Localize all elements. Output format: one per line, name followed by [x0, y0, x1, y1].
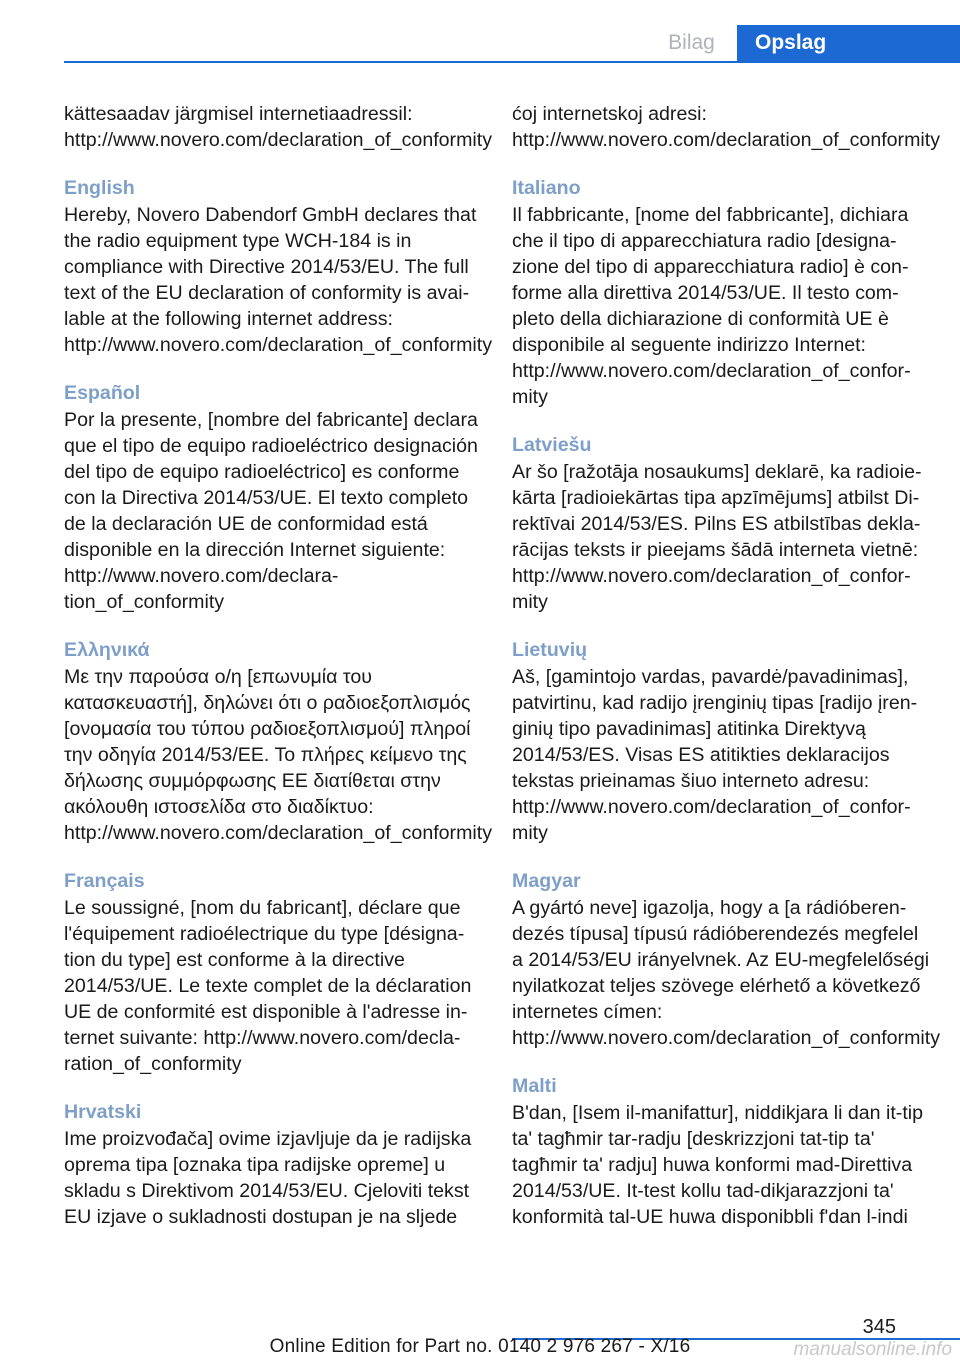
section-heading-latviesu: Latviešu	[512, 434, 592, 456]
section-heading-greek: Ελληνικά	[64, 639, 150, 661]
page-number: 345	[862, 1316, 896, 1338]
section-text-malti: B'dan, [Isem il-manifattur], niddikjara li dan it-tip ta' tagħmir tar-radju [deskrizzjoni tat-tip ta' tagħmir ta' radju] huwa konformi mad-Direttiva 2014/53/UE. It-test kollu tad-dikjarazzjoni ta' konformità tal-UE huwa disponibbli f'dan l-indi	[512, 1102, 924, 1228]
section-heading-magyar: Magyar	[512, 870, 581, 892]
section-text-italiano: Il fabbricante, [nome del fabbricante], dichiara che il tipo di apparecchiatura radio [designazione del tipo di apparecchiatura radio] è conforme alla direttiva 2014/53/UE. Il testo completo della dichiarazione di conformità UE è disponibile al seguente indirizzo Internet: http://www.novero.com/declaration_of_conformity	[512, 204, 911, 408]
left-column	[64, 101, 493, 1230]
edition-footer: Online Edition for Part no. 0140 2 976 267 - X/16	[269, 1336, 691, 1357]
header-rule	[64, 61, 960, 63]
section-heading-malti: Malti	[512, 1075, 557, 1097]
section-text-magyar: A gyártó neve] igazolja, hogy a [a rádióberendezés típusa] típusú rádióberendezés megfelel a 2014/53/EU irányelvnek. Az EU-megfelelőségi nyilatkozat teljes szövege elérhető a következő internetes címen: http://www.novero.com/declaration_of_conformity	[512, 897, 941, 1049]
section-text-hrvatski: Ime proizvođača] ovime izjavljuje da je radijska oprema tipa [oznaka tipa radijske opreme] u skladu s Direktivom 2014/53/EU. Cjeloviti tekst EU izjave o sukladnosti dostupan je na sljede	[64, 1128, 472, 1228]
section-text-espanol: Por la presente, [nombre del fabricante] declara que el tipo de equipo radioeléctrico designación del tipo de equipo radioeléctrico] es conforme con la Directiva 2014/53/UE. El texto completo de la declaración UE de conformidad está disponible en la dirección Internet siguiente: http://www.novero.com/declaration_of_conformity	[64, 409, 478, 613]
watermark-text: manualsonline.info	[793, 1339, 952, 1360]
section-text-english: Hereby, Novero Dabendorf GmbH declares that the radio equipment type WCH-184 is in compliance with Directive 2014/53/EU. The full text of the EU declaration of conformity is available at the following internet address: http://www.novero.com/declaration_of_conformity	[64, 204, 493, 356]
section-text-francais: Le soussigné, [nom du fabricant], déclare que l'équipement radioélectrique du type [désignation du type] est conforme à la directive 2014/53/UE. Le texte complet de la déclaration UE de conformité est disponible à l'adresse internet suivante: http://www.novero.com/declaration_of_conformity	[64, 897, 472, 1075]
section-text-greek: Με την παρούσα ο/η [επωνυμία του κατασκευαστή], δηλώνει ότι ο ραδιοεξοπλισμός [ονομασία του τύπου ραδιοεξοπλισμού] πληροί την οδηγία 2014/53/ΕΕ. Το πλήρες κείμενο της δήλωσης συμμόρφωσης ΕΕ διατίθεται στην ακόλουθη ιστοσελίδα στο διαδίκτυο: http://www.novero.com/declaration_of_conformity	[64, 666, 493, 844]
header-bar	[0, 0, 960, 62]
tab-opslag[interactable]: Opslag	[737, 25, 960, 61]
section-heading-francais: Français	[64, 870, 145, 892]
section-text-lietuviu: Aš, [gamintojo vardas, pavardė/pavadinimas], patvirtinu, kad radijo įrenginių tipas [radijo įrenginių tipo pavadinimas] atitinka Direktyvą 2014/53/ES. Visas ES atitikties deklaracijos tekstas prieinamas šiuo interneto adresu: http://www.novero.com/declaration_of_conformity	[512, 666, 918, 844]
section-heading-hrvatski: Hrvatski	[64, 1101, 142, 1123]
right-column	[512, 101, 941, 1230]
section-text-latviesu: Ar šo [ražotāja nosaukums] deklarē, ka radioiekārta [radioiekārtas tipa apzīmējums] atbilst Direktīvai 2014/53/ES. Pilns ES atbilstības deklarācijas teksts ir pieejams šādā interneta vietnē: http://www.novero.com/declaration_of_conformity	[512, 461, 922, 613]
section-heading-english: English	[64, 177, 135, 199]
section-heading-espanol: Español	[64, 382, 141, 404]
section-heading-italiano: Italiano	[512, 177, 581, 199]
left-intro-text: kättesaadav järgmisel internetiaadressil: http://www.novero.com/declaration_of_conformity	[64, 103, 493, 151]
tab-bilag[interactable]: Bilag	[648, 25, 735, 61]
section-heading-lietuviu: Lietuvių	[512, 639, 588, 661]
right-intro-text: ćoj internetskoj adresi: http://www.novero.com/declaration_of_conformity	[512, 103, 941, 151]
